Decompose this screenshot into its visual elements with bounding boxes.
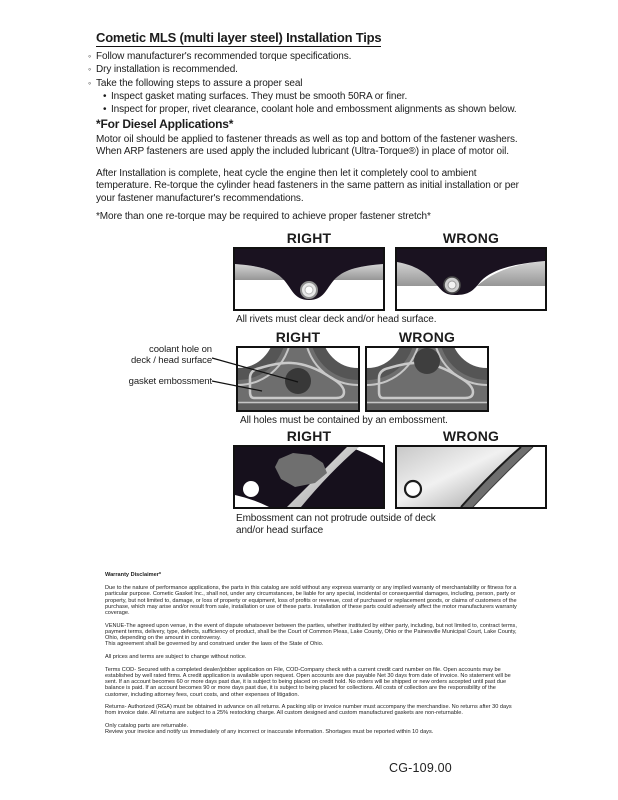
fig1-caption: All rivets must clear deck and/or head surface. [236,314,437,325]
diesel-paragraph-2: After Installation is complete, heat cycle the engine then let it completely cool to ambient temperature. Re-torque the cylinder head fasteners in the same pattern as initial installation or per your fastener manufacturer's recommendations. [96,168,519,204]
legal-paragraph: Returns- Authorized (RGA) must be obtained in advance on all returns. A packing slip or invoice number must accompany the merchandise. No returns after 30 days from invoice date. All returns are subject to a 25% restocking charge. All custom designed and custom manufactured gaskets are non-returnable. [105,704,512,717]
coolant-hole-annotation [106,344,212,366]
fig3-caption [236,513,516,537]
installation-tips-list [88,51,538,116]
legal-paragraph: Terms COD- Secured with a completed dealer/jobber application on File, COD-Company check with a current credit card number on file. Open accounts may be established by well rated firms. A credit application is available upon request. Open accounts are due payable Net 30 days from date of invoice. No statement will be sent. If an account becomes 60 or more days past due, it is subject to being placed on credit hold. No orders will be shipped or new orders accepted until past due balance is paid. If an account becomes 90 or more days past due, it is subject to being placed for collections. All costs of collection are the responsibility of the customer, including attorney fees, court costs, and other expenses of litigation. [105,666,511,698]
list-item-text: Follow manufacturer's recommended torque specifications. [96,51,352,62]
diesel-paragraph-1: Motor oil should be applied to fastener threads as well as top and bottom of the fastener washers. When ARP fasteners are used apply the included lubricant (Ultra-Torque®) in place of motor oil. [96,134,518,158]
list-item [88,51,538,64]
annotation-leader-lines [205,352,315,397]
legal-paragraph: VENUE-The agreed upon venue, in the event of dispute whatsoever between the parties, whether instituted by either party, including, but not limited to, contract terms, payment terms, delivery, type, defects, sufficiency of product, shall be the Court of Common Pleas, Lake County, Ohio or the Painesville Municipal Court, Lake County, Ohio, depending on the amount in controversy. [105,622,517,642]
fig3-right-label: RIGHT [286,428,332,444]
embossment-containment-wrong-diagram [367,348,487,410]
legal-paragraph: This agreement shall be governed by and construed under the laws of the State of Ohio. [105,641,324,648]
list-item [88,78,538,91]
fig1-right-panel [233,247,385,311]
gasket-embossment-annotation: gasket embossment [128,376,212,387]
fig1-wrong-panel [395,247,547,311]
rivet-clearance-right-diagram [235,249,383,309]
circle-bullet-icon [88,78,96,91]
diesel-section-heading: *For Diesel Applications* [96,117,234,131]
fig2-right-label: RIGHT [275,329,321,345]
deck-protrusion-right-diagram [235,447,383,507]
list-item [103,91,538,103]
circle-bullet-icon [88,64,96,77]
deck-protrusion-wrong-diagram [397,447,545,507]
list-item-text: Inspect for proper, rivet clearance, coolant hole and embossment alignments as shown below. [111,103,517,115]
circle-bullet-icon [88,51,96,64]
list-item-text: Inspect gasket mating surfaces. They must be smooth 50RA or finer. [111,91,408,103]
list-item-text: Take the following steps to assure a proper seal [96,77,303,89]
caption-line: Embossment can not protrude outside of deck [236,513,436,524]
legal-paragraph: Due to the nature of performance applications, the parts in this catalog are sold without any express warranty or any implied warranty of merchantability or fitness for a particular purpose. Cometic Gasket Inc., shall not, under any circumstances, be liable for any special, incidental or consequential damages, including, person, party or property, but not limited to, damage, or loss of property or equipment, loss of profits or revenue, cost of purchased or replacement goods, or claims of customers of the purchase, which may arise and/or result from sale, installation or use of these parts. Installation of these parts could adversely affect the motor manufacturers warranty coverage. [105,585,517,617]
legal-paragraph: Review your invoice and notify us immediately of any incorrect or inaccurate information. Shortages must be reported within 10 days. [105,729,434,736]
retorque-note: *More than one re-torque may be required to achieve proper fastener stretch* [96,211,431,222]
annotation-line: coolant hole on [149,344,212,355]
legal-paragraph: All prices and terms are subject to change without notice. [105,654,247,661]
list-item [88,64,538,77]
dot-bullet-icon [103,104,111,116]
list-item [103,104,538,116]
caption-line: and/or head surface [236,525,324,536]
warranty-disclaimer-heading: Warranty Disclaimer* [105,572,162,578]
fig1-wrong-label: WRONG [442,230,500,246]
list-item-text: Dry installation is recommended. [96,64,238,76]
fig2-wrong-panel [365,346,489,412]
warranty-disclaimer-block [105,572,517,736]
fig1-right-label: RIGHT [286,230,332,246]
fig2-caption: All holes must be contained by an embossment. [240,415,448,426]
page-number: CG-109.00 [389,761,452,775]
fig3-right-panel [233,445,385,509]
fig3-wrong-label: WRONG [442,428,500,444]
page-title: Cometic MLS (multi layer steel) Installation Tips [96,30,382,45]
fig2-wrong-label: WRONG [398,329,456,345]
dot-bullet-icon [103,91,111,103]
fig3-wrong-panel [395,445,547,509]
legal-paragraph: Only catalog parts are returnable. [105,723,189,730]
rivet-clearance-wrong-diagram [397,249,545,309]
annotation-line: deck / head surface [130,355,212,366]
